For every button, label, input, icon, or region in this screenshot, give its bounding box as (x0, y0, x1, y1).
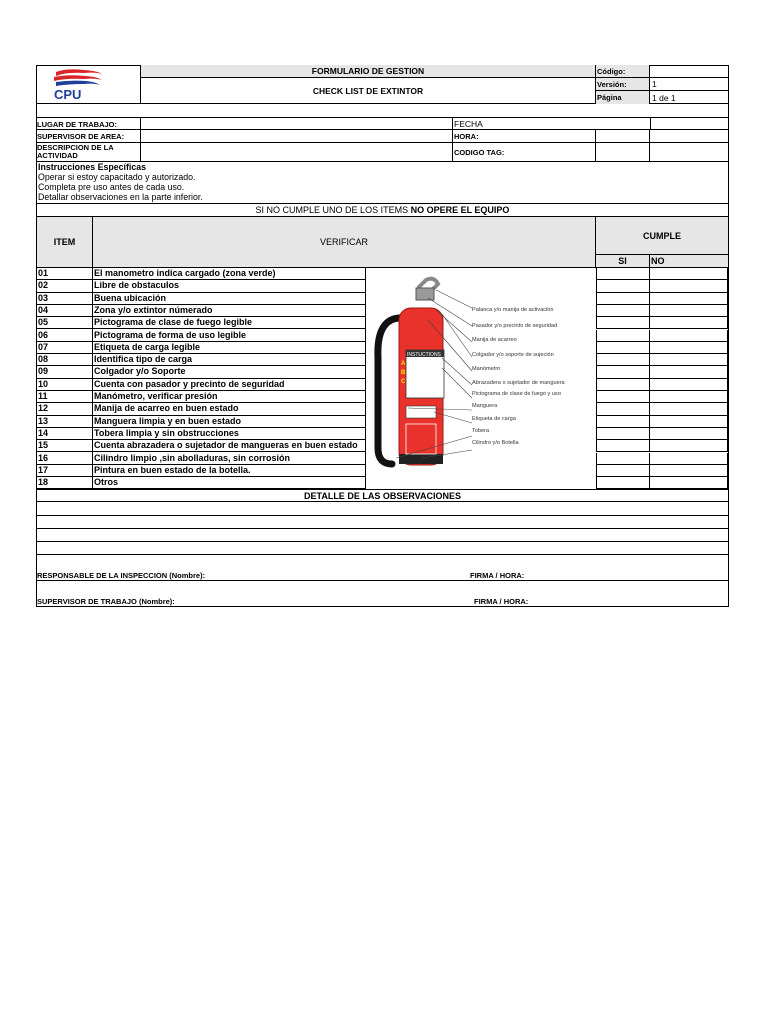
svg-text:CPU: CPU (54, 87, 82, 102)
col-item-header: ITEM (36, 217, 93, 268)
item-number: 05 (38, 317, 49, 328)
codigo-tag-field[interactable] (596, 143, 650, 162)
item-number: 18 (38, 477, 49, 488)
item-text: Manómetro, verificar presión (94, 391, 218, 401)
version-value: 1 (650, 78, 729, 91)
item-number: 01 (38, 268, 49, 278)
table-row (37, 317, 365, 329)
codigo-label: Código: (596, 65, 650, 78)
table-row (37, 342, 365, 354)
callout-label: Tobera (472, 427, 490, 434)
no-checkbox-cell[interactable] (650, 416, 728, 428)
fecha-label: FECHA (454, 119, 483, 129)
item-number: 17 (38, 464, 49, 475)
hora-field[interactable] (596, 130, 650, 143)
item-number: 08 (38, 354, 49, 365)
item-text: Identifica tipo de carga (94, 354, 193, 365)
table-row (37, 305, 365, 317)
instruction-line: Completa pre uso antes de cada uso. (38, 182, 185, 192)
codigo-tag-label: CODIGO TAG: (453, 143, 596, 162)
callout-label: Colgador y/o soporte de sujeción (472, 351, 554, 358)
descripcion-field[interactable] (141, 143, 453, 162)
pagina-label: Página (596, 91, 650, 104)
no-checkbox-cell[interactable] (650, 330, 728, 342)
codigo-value (650, 65, 729, 78)
form-title: FORMULARIO DE GESTION (141, 65, 596, 78)
si-checkbox-cell[interactable] (596, 453, 650, 465)
si-checkbox-cell[interactable] (596, 403, 650, 415)
table-row (37, 268, 365, 280)
item-number: 06 (38, 329, 49, 340)
col-si-header: SI (596, 255, 650, 268)
descripcion-label: DESCRIPCION DE LA ACTIVIDAD (36, 143, 141, 162)
no-checkbox-cell[interactable] (650, 305, 728, 317)
callout-label: Manija de acarreo (472, 337, 517, 344)
table-row (37, 440, 365, 452)
item-text: Manguera limpia y en buen estado (94, 415, 242, 426)
table-row (37, 477, 365, 489)
table-row (37, 403, 365, 415)
spacer-row (36, 104, 729, 118)
instructions-box (36, 162, 729, 204)
company-logo (36, 65, 140, 103)
item-number: 02 (38, 280, 49, 291)
item-text: Etiqueta de carga legible (94, 341, 201, 352)
logo-cell (36, 65, 141, 104)
supervisor-trabajo-label: SUPERVISOR DE TRABAJO (Nombre): (37, 597, 175, 606)
si-checkbox-cell[interactable] (596, 268, 650, 280)
table-row (37, 280, 365, 292)
item-text: Pintura en buen estado de la botella. (94, 464, 251, 475)
item-number: 07 (38, 341, 49, 352)
no-checkbox-cell[interactable] (650, 391, 728, 403)
table-row (37, 416, 365, 428)
no-checkbox-cell[interactable] (650, 403, 728, 415)
si-checkbox-cell[interactable] (596, 379, 650, 391)
item-number: 09 (38, 366, 49, 377)
version-label: Versión: (596, 78, 650, 91)
item-number: 16 (38, 452, 49, 463)
item-text: Pictograma de clase de fuego legible (94, 317, 253, 328)
svg-text:A: A (401, 361, 406, 367)
si-checkbox-cell[interactable] (596, 305, 650, 317)
si-checkbox-cell[interactable] (596, 440, 650, 452)
table-row (37, 354, 365, 366)
si-checkbox-cell[interactable] (596, 477, 650, 489)
observation-line-1[interactable] (36, 502, 729, 516)
warning-prefix: SI NO CUMPLE UNO DE LOS ITEMS (255, 205, 411, 215)
no-checkbox-cell[interactable] (650, 342, 728, 354)
callout-label: Pictograma de clase de fuego y uso (472, 391, 561, 398)
item-number: 04 (38, 304, 49, 315)
si-checkbox-cell[interactable] (596, 354, 650, 366)
table-row (37, 379, 365, 391)
item-number: 13 (38, 415, 49, 426)
observation-line-2[interactable] (36, 516, 729, 529)
si-checkbox-cell[interactable] (596, 416, 650, 428)
supervisor-area-label: SUPERVISOR DE AREA: (36, 130, 141, 143)
no-checkbox-cell[interactable] (650, 366, 728, 378)
callout-label: Abrazadera o sujetador de manguera (472, 380, 565, 387)
hora-label: HORA: (453, 130, 596, 143)
callout-label: Pasador y/o precinto de seguridad (472, 323, 558, 330)
item-text: Cuenta abrazadera o sujetador de mangueras en buen estado (94, 440, 358, 451)
si-checkbox-cell[interactable] (596, 293, 650, 305)
si-checkbox-cell[interactable] (596, 280, 650, 292)
si-checkbox-cell[interactable] (596, 342, 650, 354)
firma-hora-label-2: FIRMA / HORA: (474, 597, 529, 606)
item-text: Libre de obstaculos (94, 280, 180, 291)
item-text: Manija de acarreo en buen estado (94, 403, 239, 414)
instruction-line: Detallar observaciones en la parte inferior. (38, 192, 203, 202)
doc-title: CHECK LIST DE EXTINTOR (141, 78, 596, 104)
instructions-title: Instrucciones Específicas (38, 162, 147, 172)
no-checkbox-cell[interactable] (650, 317, 728, 329)
no-checkbox-cell[interactable] (650, 379, 728, 391)
si-checkbox-cell[interactable] (596, 428, 650, 440)
lugar-label: LUGAR DE TRABAJO: (36, 118, 141, 130)
observation-line-3[interactable] (36, 529, 729, 542)
table-row (37, 453, 365, 465)
callout-label: Cilindro y/o Botella (472, 440, 519, 447)
table-row (37, 428, 365, 440)
no-checkbox-cell[interactable] (650, 465, 728, 477)
warning-banner (36, 204, 729, 217)
svg-text:C: C (401, 379, 406, 385)
table-row (37, 330, 365, 342)
extinguisher-diagram (366, 268, 596, 488)
no-checkbox-cell[interactable] (650, 453, 728, 465)
no-checkbox-cell[interactable] (650, 440, 728, 452)
item-number: 14 (38, 427, 49, 438)
callout-labels (472, 303, 596, 450)
supervisor-area-field[interactable] (141, 130, 453, 143)
item-number: 10 (38, 378, 49, 389)
item-text: Otros (94, 477, 119, 488)
col-no-header: NO (650, 255, 729, 268)
firma-hora-label-1: FIRMA / HORA: (470, 571, 525, 580)
item-text: Pictograma de forma de uso legible (94, 329, 247, 340)
item-text: Cuenta con pasador y precinto de seguridad (94, 378, 285, 389)
item-number: 12 (38, 403, 49, 414)
si-checkbox-cell[interactable] (596, 391, 650, 403)
no-checkbox-cell[interactable] (650, 280, 728, 292)
callout-label: Manguera (472, 403, 498, 410)
no-checkbox-cell[interactable] (650, 428, 728, 440)
item-number: 15 (38, 440, 49, 451)
item-text: Buena ubicación (94, 292, 167, 303)
table-row (37, 391, 365, 403)
si-checkbox-cell[interactable] (596, 330, 650, 342)
svg-text:B: B (401, 370, 406, 376)
callout-label: Palanca y/o manija de activación (472, 307, 554, 313)
col-cumple-header: CUMPLE (596, 217, 729, 255)
col-verificar-header: VERIFICAR (93, 217, 596, 268)
si-checkbox-cell[interactable] (596, 317, 650, 329)
table-row (37, 366, 365, 378)
item-text: Cilindro limpio ,sin abolladuras, sin corrosión (94, 452, 291, 463)
svg-text:INSTUCTIONS: INSTUCTIONS (407, 352, 441, 358)
lugar-field[interactable] (141, 118, 453, 130)
si-checkbox-cell[interactable] (596, 366, 650, 378)
table-row (37, 293, 365, 305)
no-checkbox-cell[interactable] (650, 268, 728, 280)
observations-title: DETALLE DE LAS OBSERVACIONES (36, 489, 729, 502)
table-row (37, 465, 365, 477)
warning-bold: NO OPERE EL EQUIPO (410, 205, 510, 215)
observation-line-4[interactable] (36, 542, 729, 555)
item-text: El manometro indica cargado (zona verde) (94, 268, 276, 278)
item-text: Colgador y/o Soporte (94, 366, 186, 377)
no-checkbox-cell[interactable] (650, 477, 728, 489)
callout-label: Etiqueta de carga (472, 415, 516, 422)
callout-label: Manómetro (472, 365, 501, 372)
no-checkbox-cell[interactable] (650, 354, 728, 366)
pagina-value: 1 de 1 (652, 92, 676, 103)
item-text: Zona y/o extintor númerado (94, 304, 213, 315)
responsable-label: RESPONSABLE DE LA INSPECCION (Nombre): (37, 571, 206, 580)
fecha-field[interactable] (650, 118, 729, 130)
no-checkbox-cell[interactable] (650, 293, 728, 305)
item-number: 11 (38, 391, 48, 401)
item-number: 03 (38, 292, 49, 303)
si-checkbox-cell[interactable] (596, 465, 650, 477)
item-text: Tobera limpia y sin obstrucciones (94, 427, 239, 438)
instruction-line: Operar si estoy capacitado y autorizado. (38, 172, 196, 182)
